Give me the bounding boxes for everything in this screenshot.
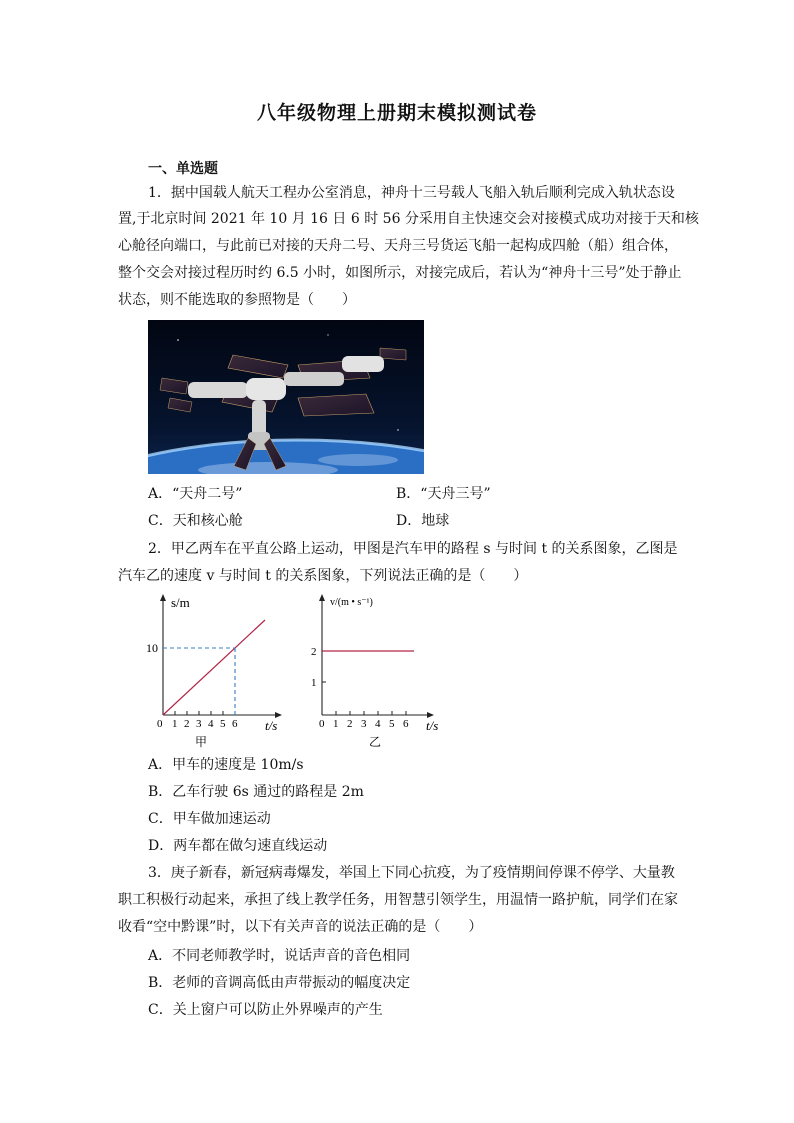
graph-jia-ticks bbox=[175, 711, 235, 715]
q1-option-b: B．“天舟三号” bbox=[396, 486, 491, 502]
graph-jia-xtick-0: 0 bbox=[157, 718, 163, 730]
graph-yi-ticks bbox=[322, 651, 406, 715]
graph-jia-caption: 甲 bbox=[195, 735, 208, 749]
graph-yi-ytick-1: 1 bbox=[311, 677, 317, 689]
q2-option-d: D．两车都在做匀速直线运动 bbox=[148, 838, 328, 854]
graph-jia-xtick-6: 6 bbox=[232, 718, 238, 730]
q1-option-c: C．天和核心舱 bbox=[148, 513, 243, 529]
q2-option-b: B．乙车行驶 6s 通过的路程是 2m bbox=[148, 784, 364, 800]
graph-jia-line bbox=[163, 620, 265, 715]
q1-option-d: D．地球 bbox=[396, 513, 450, 529]
graph-jia-ylabel: s/m bbox=[171, 595, 190, 610]
graph-yi-y-arrow bbox=[319, 594, 325, 601]
graph-yi-ytick-2: 2 bbox=[311, 646, 317, 658]
graph-yi bbox=[302, 590, 452, 750]
graph-yi-xtick-2: 2 bbox=[347, 718, 353, 730]
graph-jia-xlabel: t/s bbox=[265, 718, 278, 733]
graph-jia-xtick-3: 3 bbox=[196, 718, 202, 730]
graph-yi-xtick-0: 0 bbox=[319, 718, 325, 730]
graph-yi-xtick-6: 6 bbox=[403, 718, 409, 730]
q3-option-c: C．关上窗户可以防止外界噪声的产生 bbox=[148, 1002, 383, 1018]
q1-option-a: A．“天舟二号” bbox=[148, 486, 243, 502]
q2-option-a: A．甲车的速度是 10m/s bbox=[148, 757, 304, 773]
q3-option-a: A．不同老师教学时，说话声音的音色相同 bbox=[148, 948, 411, 964]
graph-jia-xtick-5: 5 bbox=[220, 718, 226, 730]
q3-line-3: 收看“空中黔课”时，以下有关声音的说法正确的是（ ） bbox=[118, 919, 483, 935]
graph-yi-xtick-1: 1 bbox=[333, 718, 339, 730]
q2-line-2: 汽车乙的速度 v 与时间 t 的关系图象，下列说法正确的是（ ） bbox=[118, 568, 528, 584]
q1-line-2: 置,于北京时间 2021 年 10 月 16 日 6 时 56 分采用自主快速交会对接模式成功对接于天和核 bbox=[118, 211, 699, 227]
q2-line-1: 2．甲乙两车在平直公路上运动，甲图是汽车甲的路程 s 与时间 t 的关系图象，乙图是 bbox=[148, 541, 678, 557]
space-station-photo bbox=[148, 320, 424, 474]
section-heading: 一、单选题 bbox=[148, 161, 218, 177]
graph-jia-xtick-1: 1 bbox=[172, 718, 178, 730]
page-title: 八年级物理上册期末模拟测试卷 bbox=[256, 102, 537, 124]
graph-jia bbox=[140, 590, 290, 750]
graph-jia-xtick-4: 4 bbox=[208, 718, 214, 730]
q2-option-c: C．甲车做加速运动 bbox=[148, 811, 271, 827]
graph-jia-ytick: 10 bbox=[146, 641, 158, 655]
q3-line-2: 职工积极行动起来，承担了线上教学任务，用智慧引领学生，用温情一路护航，同学们在家 bbox=[118, 892, 678, 908]
graph-yi-xtick-5: 5 bbox=[389, 718, 395, 730]
graph-yi-caption: 乙 bbox=[369, 735, 382, 749]
graph-yi-xlabel: t/s bbox=[426, 718, 439, 733]
graph-yi-xtick-3: 3 bbox=[361, 718, 367, 730]
graph-jia-y-arrow bbox=[160, 594, 166, 601]
q1-line-4: 整个交会对接过程历时约 6.5 小时，如图所示，对接完成后，若认为“神舟十三号”处于静止 bbox=[118, 265, 682, 281]
q1-line-5: 状态，则不能选取的参照物是（ ） bbox=[118, 292, 356, 308]
q3-line-1: 3．庚子新春，新冠病毒爆发，举国上下同心抗疫，为了疫情期间停课不停学、大量教 bbox=[148, 865, 675, 881]
graph-jia-xtick-2: 2 bbox=[184, 718, 190, 730]
graph-yi-xtick-4: 4 bbox=[375, 718, 381, 730]
q1-line-3: 心舱径向端口，与此前已对接的天舟二号、天舟三号货运飞船一起构成四舱（船）组合体， bbox=[118, 238, 678, 254]
q1-line-1: 1．据中国载人航天工程办公室消息，神舟十三号载人飞船入轨后顺利完成入轨状态设 bbox=[148, 185, 675, 201]
q3-option-b: B．老师的音调高低由声带振动的幅度决定 bbox=[148, 975, 411, 991]
graph-yi-ylabel: v/(m • s⁻¹) bbox=[330, 597, 373, 608]
